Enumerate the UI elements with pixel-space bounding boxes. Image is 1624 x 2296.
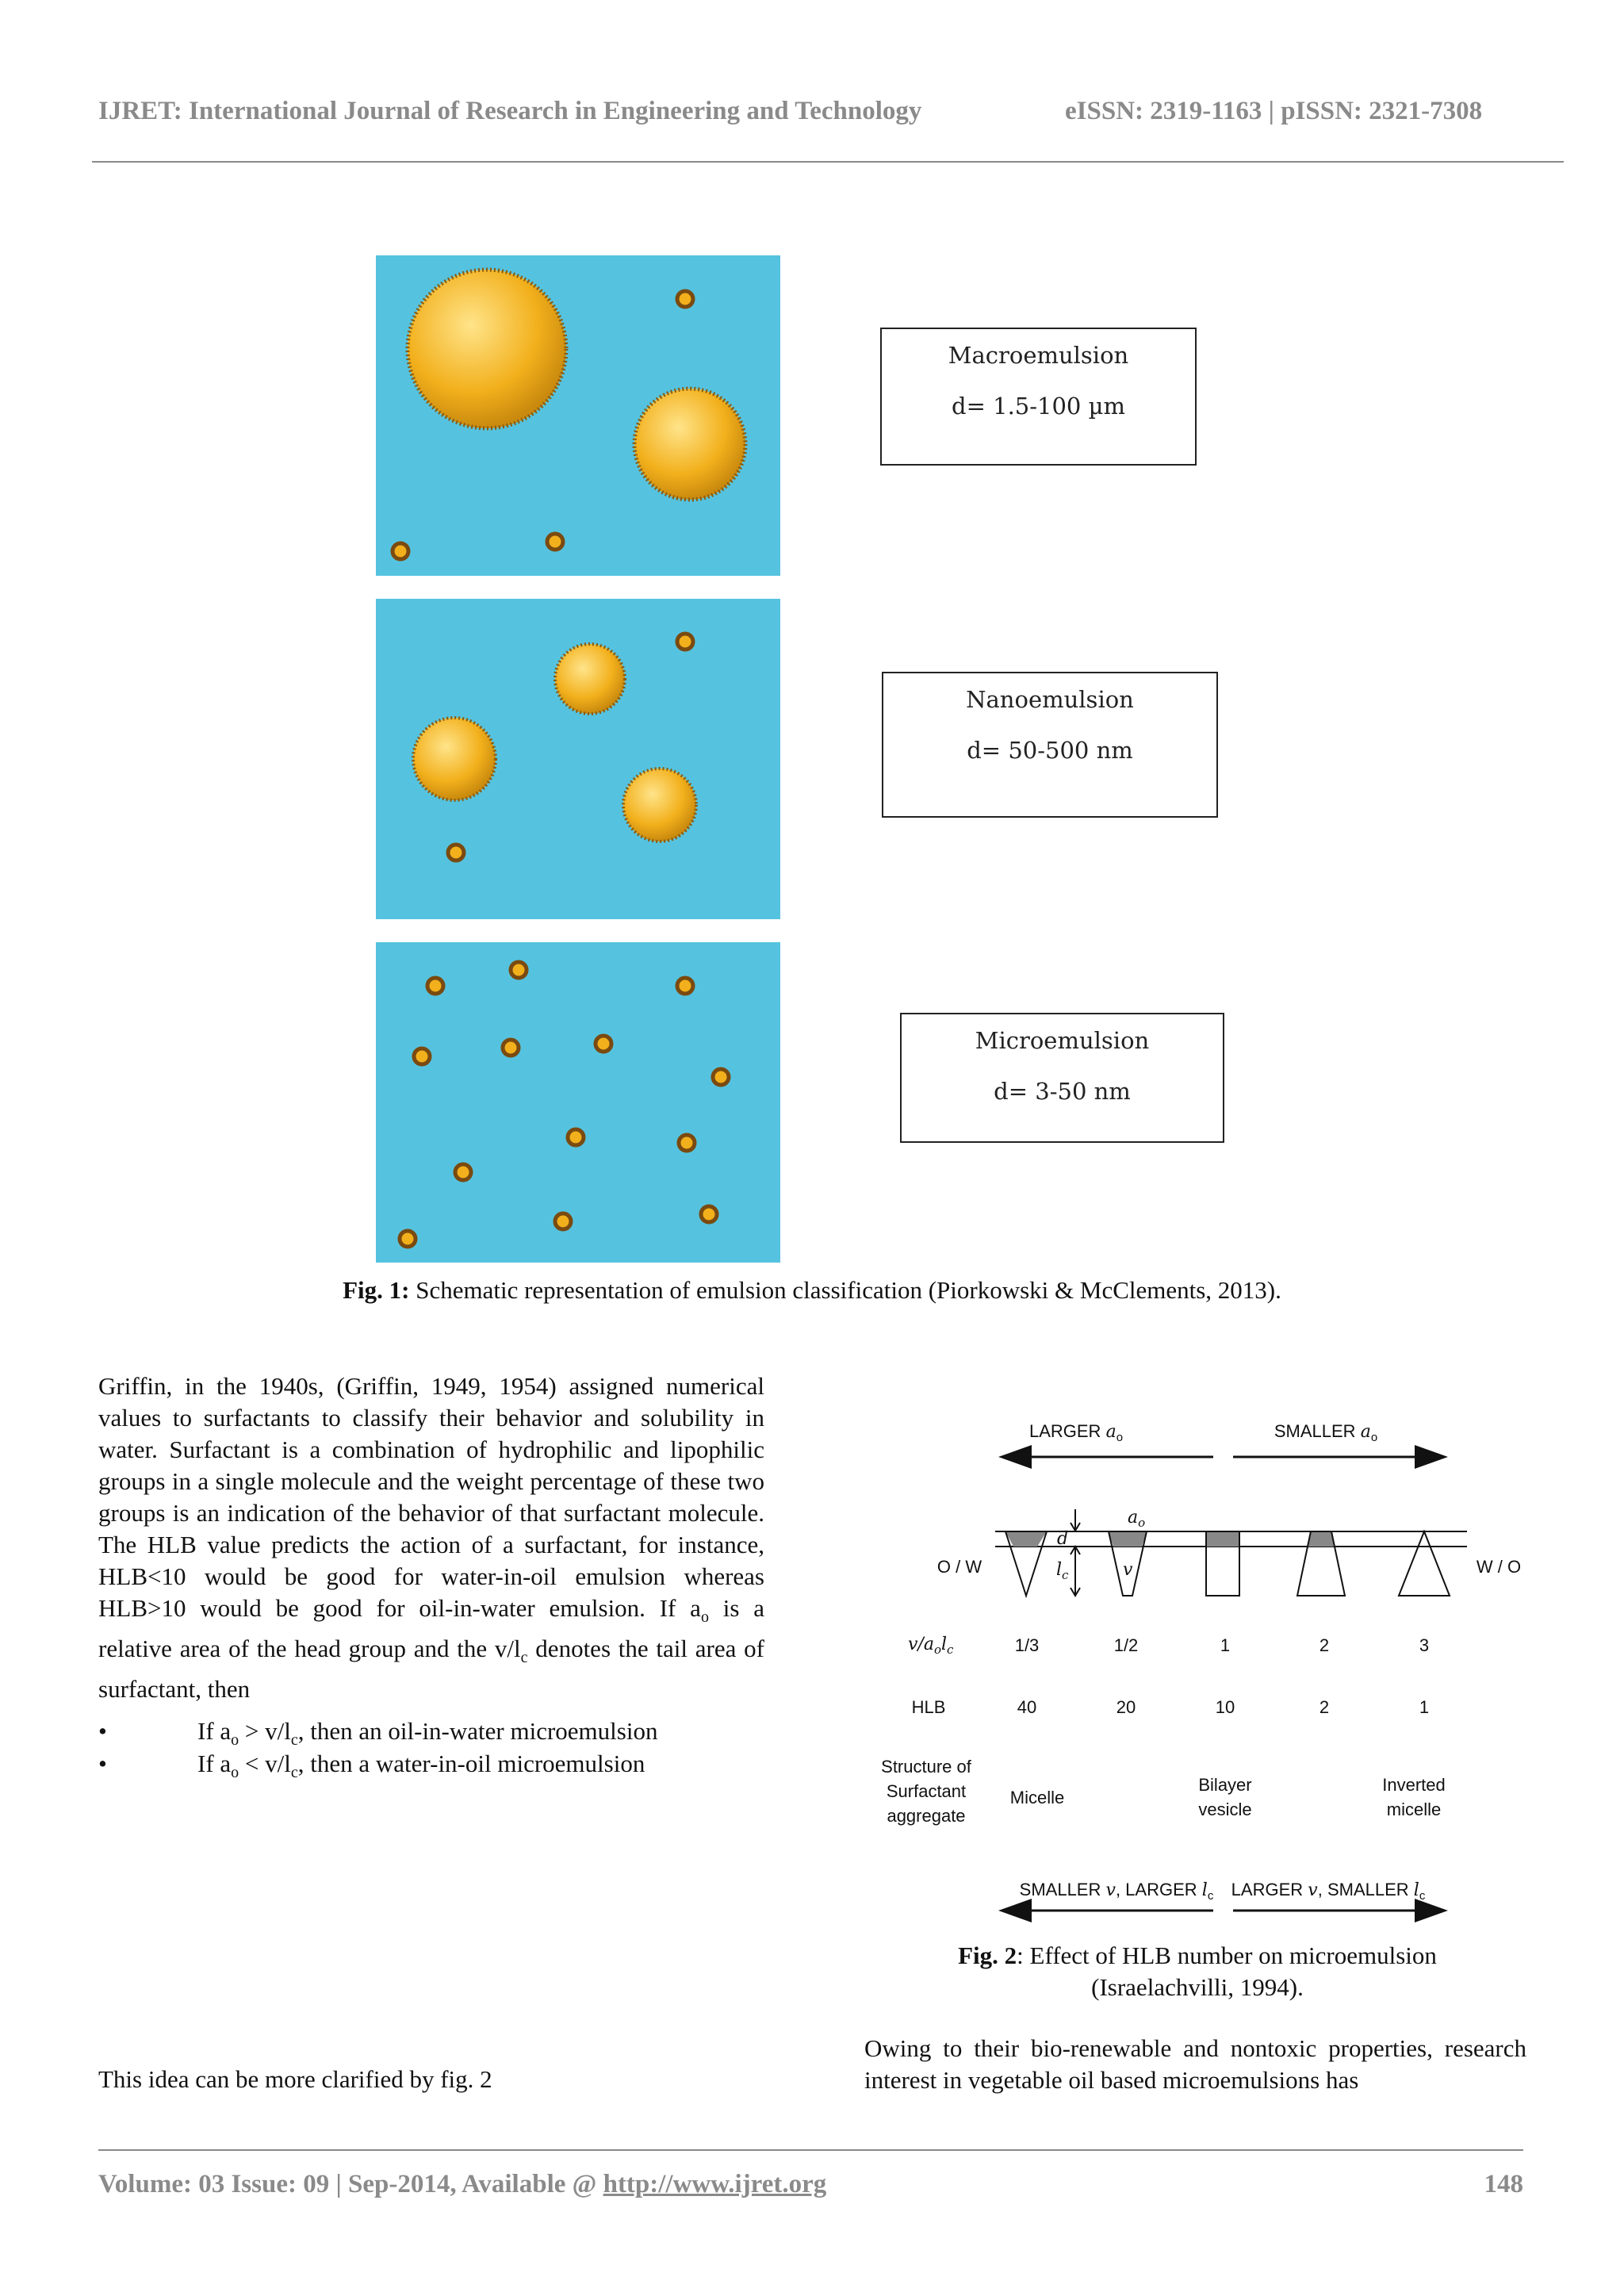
small-droplet: [427, 978, 443, 994]
ow-label: O / W: [936, 1557, 982, 1577]
small-droplet: [393, 543, 408, 559]
micelle-cone-head: [1005, 1531, 1047, 1547]
ratio-value: 3: [1419, 1635, 1430, 1655]
microemulsion-panel: [376, 942, 780, 1263]
small-droplet: [414, 1048, 430, 1064]
structure-inverted: Inverted: [1382, 1775, 1446, 1795]
page-header: [98, 97, 1526, 126]
v-symbol: v: [1123, 1560, 1133, 1580]
small-droplet: [400, 1231, 416, 1247]
macroemulsion-panel: [376, 255, 780, 576]
small-droplet: [503, 1040, 519, 1056]
page-footer: [98, 2170, 1526, 2199]
right-column-paragraph: Owing to their bio-renewable and nontoxic properties, research interest in vegetable oil based microemulsions has: [864, 2034, 1526, 2094]
small-droplet: [677, 291, 693, 307]
wo-label: W / O: [1476, 1557, 1522, 1577]
ratio-value: 2: [1319, 1635, 1330, 1655]
d-symbol: d: [1057, 1529, 1069, 1549]
hlb-value: 2: [1319, 1697, 1330, 1717]
cylinder-head: [1206, 1531, 1239, 1547]
hlb-value: 20: [1116, 1697, 1136, 1717]
footer-volume: Volume: 03 Issue: 09 | Sep-2014, Available @: [98, 2170, 603, 2198]
small-droplet: [701, 1206, 717, 1222]
ratio-value: 1: [1220, 1635, 1231, 1655]
small-droplet: [448, 845, 464, 861]
d-arrow: [1071, 1509, 1080, 1531]
small-droplet: [713, 1069, 729, 1085]
small-droplet: [677, 634, 693, 650]
hlb-label: HLB: [911, 1697, 946, 1717]
journal-title: IJRET: International Journal of Research in Engineering and Technology: [98, 97, 922, 125]
top-right-arrow-label: SMALLER $a_o$: [1274, 1421, 1378, 1444]
hlb-value: 10: [1215, 1697, 1235, 1717]
inverted-truncated-head: [1308, 1531, 1334, 1547]
small-droplet: [547, 534, 563, 550]
lc-symbol: $l_c$: [1056, 1560, 1069, 1582]
ratio-value: 1/2: [1113, 1635, 1139, 1655]
droplet: [555, 644, 625, 714]
small-droplet: [511, 962, 527, 978]
small-droplet: [455, 1164, 471, 1180]
structure-label: Surfactant: [886, 1781, 967, 1801]
clarify-sentence: This idea can be more clarified by fig. 2: [98, 2065, 492, 2093]
ao-symbol: $a_o$: [1128, 1508, 1146, 1530]
droplet: [413, 718, 496, 800]
figure2-diagram: [864, 1412, 1546, 1935]
droplet: [623, 769, 696, 841]
lc-arrow: [1071, 1547, 1080, 1596]
medium-droplet: [634, 389, 745, 500]
ratio-value: 1/3: [1014, 1635, 1040, 1655]
journal-link[interactable]: http://www.ijret.org: [603, 2170, 827, 2198]
body-paragraph: Griffin, in the 1940s, (Griffin, 1949, 1954) assigned numerical values to surfactants to classify their behavior and solubility in water. Surfactant is a combination of hydrophilic and lipophilic groups in a single molecule and the weight percentage of these two groups is an indication of the behavior of that surfactant molecule. The HLB value predicts the action of a surfactant, for instance, HLB<10 would be good for water-in-oil emulsion whereas HLB>10 would be good for oil-in-water emulsion. If $a_o$ is a relative area of the head group and the $v/l_c$ denotes the tail area of surfactant, then: [98, 1372, 764, 1704]
hlb-value: 40: [1017, 1697, 1037, 1717]
small-droplet: [677, 978, 693, 994]
structure-label: Structure of: [881, 1757, 971, 1777]
structure-micelle: Micelle: [1009, 1788, 1065, 1807]
header-rule: [92, 161, 1564, 163]
bottom-right-arrow-label: LARGER v, SMALLER $l_c$: [1231, 1880, 1426, 1903]
small-droplet: [555, 1213, 571, 1229]
bullet-item: • If $a_o < v/l_c$, then a water-in-oil microemulsion: [98, 1750, 645, 1782]
figure1-caption: Fig. 1: Schematic representation of emulsion classification (Piorkowski & McClements, 2013).: [343, 1276, 1281, 1304]
nanoemulsion-panel: [376, 599, 780, 919]
large-droplet: [408, 270, 566, 428]
footer-rule: [98, 2149, 1523, 2151]
structure-bilayer: vesicle: [1198, 1800, 1252, 1819]
page-number: 148: [1484, 2170, 1523, 2198]
structure-bilayer: Bilayer: [1198, 1775, 1252, 1795]
small-droplet: [596, 1036, 611, 1052]
top-left-arrow-label: LARGER $a_o$: [1028, 1421, 1124, 1444]
bottom-left-arrow-label: SMALLER v, LARGER $l_c$: [1019, 1880, 1214, 1903]
macroemulsion-label: Macroemulsion d= 1.5-100 µm: [880, 328, 1197, 466]
inverted-cone: [1399, 1531, 1450, 1596]
issn: eISSN: 2319-1163 | pISSN: 2321-7308: [1065, 97, 1483, 125]
small-droplet: [568, 1129, 584, 1145]
structure-label: aggregate: [887, 1806, 966, 1826]
hlb-value: 1: [1419, 1697, 1430, 1717]
small-droplet: [679, 1135, 695, 1151]
truncated-cone-head: [1109, 1531, 1147, 1547]
structure-inverted: micelle: [1386, 1800, 1442, 1819]
figure2-caption: Fig. 2: Effect of HLB number on microemulsion (Israelachvilli, 1994).: [958, 1941, 1437, 2001]
microemulsion-label: Microemulsion d= 3-50 nm: [900, 1013, 1224, 1143]
nanoemulsion-label: Nanoemulsion d= 50-500 nm: [882, 672, 1218, 818]
bullet-item: • If $a_o > v/l_c$, then an oil-in-water microemulsion: [98, 1717, 658, 1750]
ratio-label: $v/a_ol_c$: [908, 1635, 954, 1657]
